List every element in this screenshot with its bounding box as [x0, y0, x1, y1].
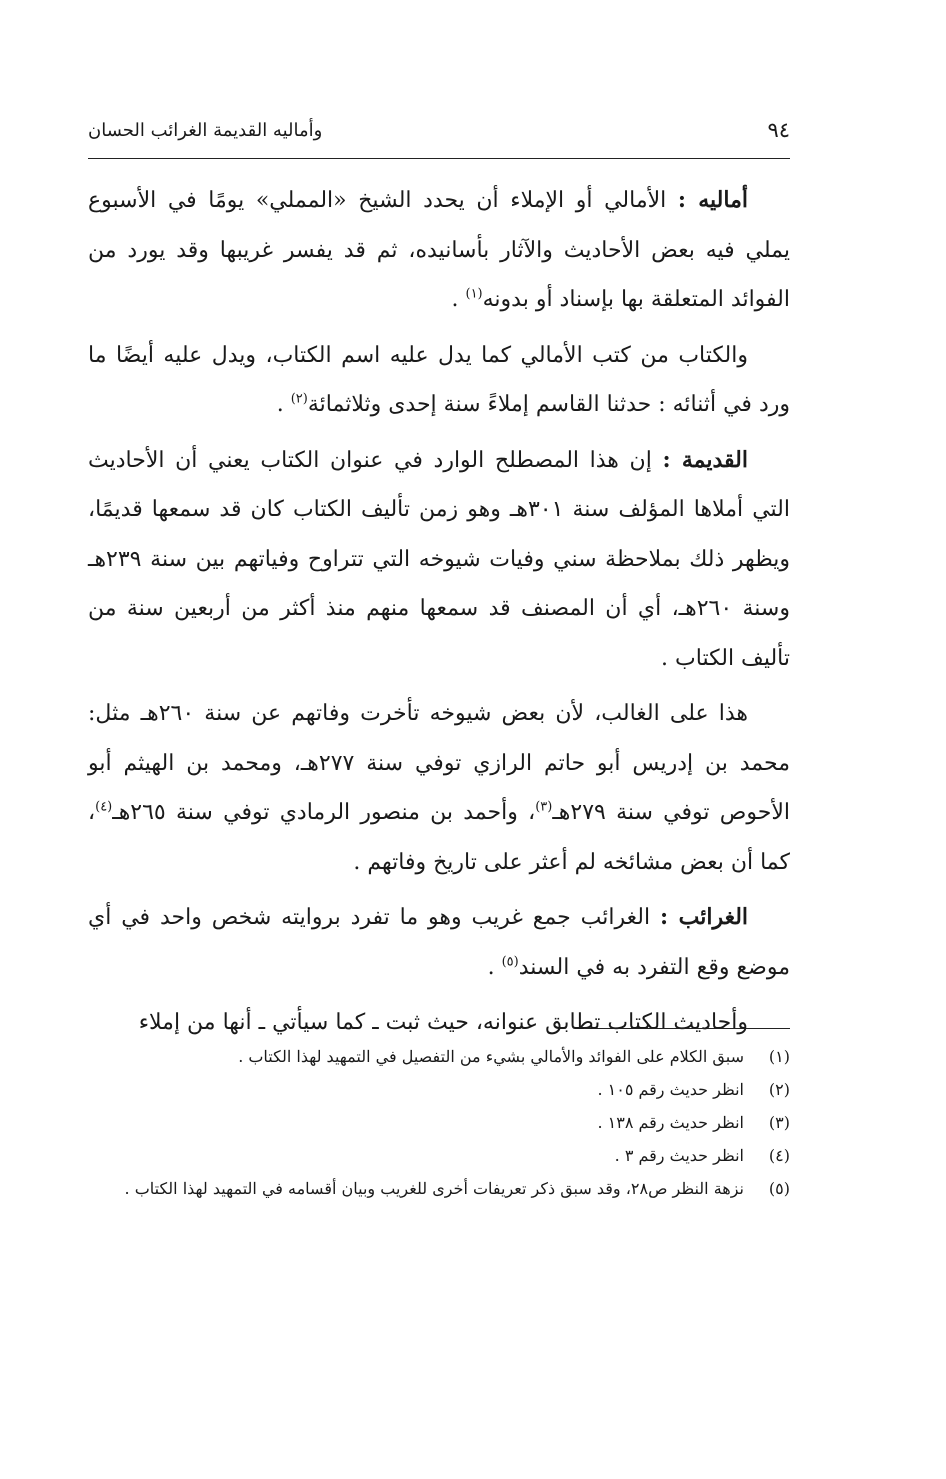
paragraph-qadimah — [88, 436, 790, 684]
paragraph-text: ، كما أن بعض مشائخه لم أعثر على تاريخ وفاتهم . — [88, 800, 790, 875]
footnote-item — [88, 1172, 790, 1205]
footnote-number: (٣) — [768, 1113, 790, 1132]
running-header — [88, 118, 790, 152]
footnote-number: (٥) — [768, 1179, 790, 1198]
running-title: وأماليه القديمة الغرائب الحسان — [88, 120, 323, 141]
term-gharaib: الغرائب : — [659, 904, 749, 930]
footnote-text: انظر حديث رقم ١٣٨ . — [597, 1113, 744, 1132]
footnote-text: نزهة النظر ص٢٨، وقد سبق ذكر تعريفات أخرى للغريب وبيان أقسامه في التمهيد لهذا الكتاب . — [124, 1179, 744, 1198]
paragraph-text: والكتاب من كتب الأمالي كما يدل عليه اسم الكتاب، ويدل عليه أيضًا ما ورد في أثنائه : حدثنا القاسم إملاءً سنة إحدى وثلاثمائة — [88, 342, 790, 417]
paragraph-text: ، وأحمد بن منصور الرمادي توفي سنة ٢٦٥هـ — [112, 800, 536, 825]
footnote-item — [88, 1106, 790, 1139]
paragraph-ghalib — [88, 689, 790, 887]
footnote-ref: (١) — [465, 286, 483, 302]
term-amaliyah: أماليه : — [677, 187, 748, 213]
paragraph-end: . — [276, 392, 291, 417]
footnote-ref: (٢) — [290, 391, 308, 407]
footnote-ref: (٣) — [535, 799, 553, 815]
paragraph-kitab — [88, 331, 790, 430]
footnote-ref: (٥) — [501, 954, 519, 970]
footnote-number: (٤) — [768, 1146, 790, 1165]
footnote-text: انظر حديث رقم ١٠٥ . — [597, 1080, 744, 1099]
paragraph-text: الغرائب جمع غريب وهو ما تفرد بروايته شخص واحد في أي موضع وقع التفرد به في السند — [88, 905, 790, 980]
term-qadimah: القديمة : — [662, 446, 748, 473]
paragraph-text: إن هذا المصطلح الوارد في عنوان الكتاب يعني أن الأحاديث التي أملاها المؤلف سنة ٣٠١هـ وهو زمن تأليف الكتاب كان قد سمعها قديمًا، ويظهر ذلك بملاحظة سني وفيات شيوخه التي تتراوح وفياتهم بين سنة ٢٣٩هـ وسنة ٢٦٠هـ، أي أن المصنف قد سمعها منهم منذ أكثر من أربعين سنة من تأليف الكتاب . — [88, 447, 790, 671]
footnote-item — [88, 1040, 790, 1073]
paragraph-text: هذا على الغالب، لأن بعض شيوخه تأخرت وفاتهم عن سنة ٢٦٠هـ مثل: محمد بن إدريس أبو حاتم الرازي توفي سنة ٢٧٧هـ، ومحمد بن الهيثم أبو الأحوص توفي سنة ٢٧٩هـ — [88, 701, 790, 825]
paragraph-gharaib — [88, 893, 790, 992]
footnote-number: (١) — [768, 1047, 790, 1066]
footnote-item — [88, 1139, 790, 1172]
paragraph-end: . — [451, 287, 466, 312]
header-rule — [88, 158, 790, 159]
footnote-ref: (٤) — [95, 799, 113, 815]
paragraph-text: الأمالي أو الإملاء أن يحدد الشيخ «المملي» يومًا في الأسبوع يملي فيه بعض الأحاديث والآثار بأسانيده، ثم قد يفسر غريبها وقد يورد من الفوائد المتعلقة بها بإسناد أو بدونه — [88, 188, 790, 312]
footnote-text: انظر حديث رقم ٣ . — [614, 1146, 744, 1165]
footnote-item — [88, 1073, 790, 1106]
main-text — [88, 176, 790, 1054]
footnotes — [88, 1040, 790, 1205]
paragraph-amaliyah — [88, 176, 790, 325]
page-number: ٩٤ — [767, 118, 790, 142]
footnote-text: سبق الكلام على الفوائد والأمالي بشيء من التفصيل في التمهيد لهذا الكتاب . — [238, 1047, 744, 1066]
footnote-rule — [584, 1028, 790, 1029]
paragraph-text: وأحاديث الكتاب تطابق عنوانه، حيث ثبت ـ كما سيأتي ـ أنها من إملاء — [138, 1010, 748, 1035]
paragraph-end: . — [487, 954, 502, 980]
footnote-number: (٢) — [768, 1080, 790, 1099]
